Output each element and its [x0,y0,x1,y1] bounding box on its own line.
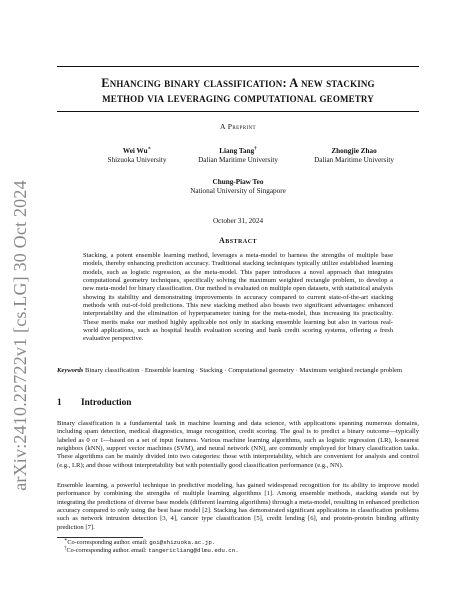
section-title: Introduction [81,398,132,408]
paper-date: October 31, 2024 [212,217,264,225]
author-name: Liang Tang† [219,146,257,155]
footnote-email: goi@shizuoka.ac.jp. [149,539,216,546]
footnote: ∗Co-corresponding author. email: goi@shizuoka.ac.jp. [64,537,216,546]
footnote-email: tangericliang@dlmu.edu.cn. [148,547,239,554]
author-block [92,147,182,165]
paragraph: Ensemble learning, a powerful technique in predictive modeling, has gained widespread recognition for its ability to improve model performance by combining the strengths of multiple learning algorithms [1]. Among ensemble methods, stacking stands out by integrating the predictions of diverse base models (different learning algorithms) through a meta-model, resulting in enhanced prediction accuracy compared to only using the best base model [2]. Stacking has demonstrated significant applications in classification problems such as network intrusion detection [3, 4], cancer type classification [5], credit lending [6], and protein-protein binding affinity prediction [7]. [57,482,419,531]
author-block [294,147,414,165]
footnote: †Co-corresponding author. email: tangericliang@dlmu.edu.cn. [64,545,239,554]
author-block [168,178,308,196]
abstract-text: Stacking, a potent ensemble learning method, leverages a meta-model to harness the strengths of multiple base models, thereby enhancing prediction accuracy. Traditional stacking techniques typically utilize established learning models, such as logistic regression, as the meta-model. This paper introduces a novel approach that integrates computational geometry techniques, specifically solving the maximum weighted rectangle problem, to develop a new meta-model for binary classification. Our method is evaluated on multiple open datasets, with statistical analysis showing its stability and demonstrating improvements in accuracy compared to current state-of-the-art stacking methods with out-of-fold predictions. This new stacking method also boasts two significant advantages: enhanced interpretability and the elimination of hyperparameter tuning for the meta-model, thus increasing its practicality. These merits make our method highly applicable not only in stacking ensemble learning but also in various real-world applications, such as hospital health evaluation scoring and bank credit scoring systems, offering a fresh evaluative perspective. [83,252,393,343]
author-affiliation: Shizuoka University [107,156,167,164]
author-name: Wei Wu∗ [122,146,152,155]
author-name: Chung-Piaw Teo [212,178,264,186]
keywords [57,367,419,375]
author-affiliation: Dalian Maritime University [314,156,394,164]
title-rule-top [57,66,419,67]
paper-title [57,76,419,106]
section-number: 1 [57,398,62,408]
paragraph: Binary classification is a fundamental task in machine learning and data science, with applications spanning numerous domains, including spam detection, medical diagnostics, image recognition, credit scoring. The goal is to predict a binary outcome—typically labeled as 0 or 1—based on a set of input features. Various machine learning algorithms, such as logistic regression (LR), k-nearest neighbors (kNN), support vector machines (SVM), and neural network (NN), are commonly employed for binary classification tasks. These algorithms can be mainly divided into two categories: those with interpretability, which are convenient for analysis and control (e.g., LR); and those without interpretability but with potentially good classification performance (e.g., NN). [57,420,419,469]
author-affiliation: National University of Singapore [190,187,286,195]
keywords-list: Binary classification · Ensemble learning · Stacking · Computational geometry · Maximum weighted rectangle problem [85,367,403,374]
abstract-heading: Abstract [218,236,258,245]
title-line-1: Enhancing binary classification: A new stacking [101,76,375,90]
author-block [178,147,298,165]
preprint-label: A Preprint [219,122,257,131]
title-rule-bottom [57,111,419,112]
author-affiliation: Dalian Maritime University [198,156,278,164]
arxiv-stamp [7,130,33,540]
arxiv-id: arXiv:2410.22722v1 [cs.LG] 30 Oct 2024 [9,179,30,491]
section-heading [57,398,419,408]
title-line-2: method via leveraging computational geometry [102,91,374,105]
keywords-label: Keywords [57,367,84,374]
footnote-rule [57,537,143,538]
author-name: Zhongjie Zhao [331,147,377,155]
